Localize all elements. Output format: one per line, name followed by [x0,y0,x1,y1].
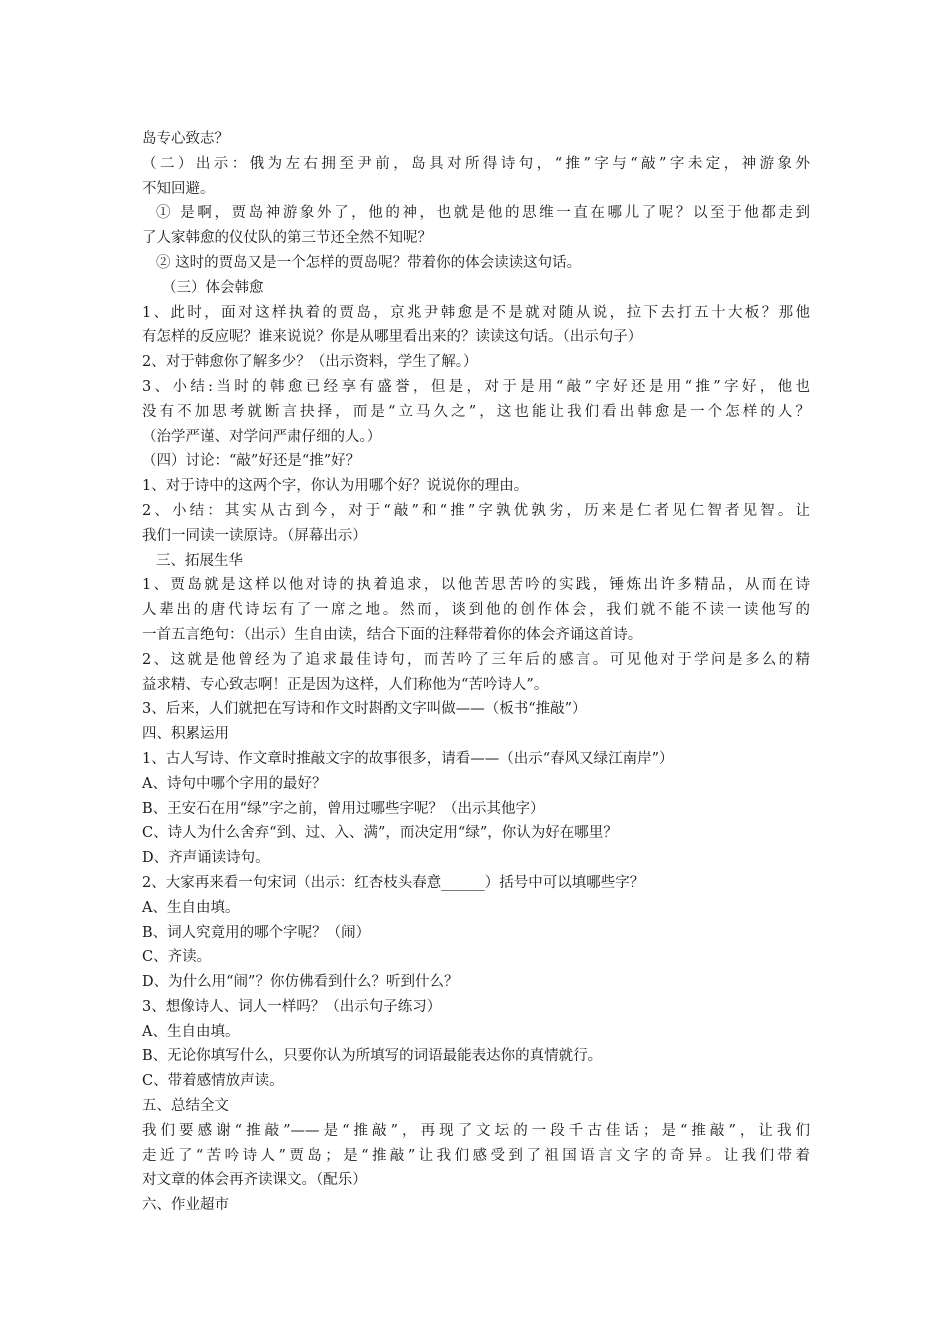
text-line: 六、作业超市 [142,1197,229,1214]
text-line: （治学严谨、对学问严肃仔细的人。） [142,428,382,445]
text-line: 我们要感谢“推敲”——是“推敲”，再现了文坛的一段千古佳话；是“推敲”，让我们 [142,1122,810,1139]
text-line: 2、大家再来看一句宋词（出示：红杏枝头春意______）括号中可以填哪些字？ [142,874,645,891]
text-line: 了人家韩愈的仪仗队的第三节还全然不知呢？ [142,230,432,247]
text-line: 三、拓展生华 [156,552,243,569]
text-line: 一首五言绝句：（出示）生自由读，结合下面的注释带着你的体会齐诵这首诗。 [142,626,643,643]
text-line: 不知回避。 [142,180,215,197]
text-line: 益求精、专心致志啊！正是因为这样，人们称他为“苦吟诗人”。 [142,676,549,693]
text-line: D、为什么用“闹”？你仿佛看到什么？听到什么？ [142,974,459,991]
text-line: A、生自由填。 [142,1023,240,1040]
text-line: C、诗人为什么舍弃“到、过、入、满”，而决定用“绿”，你认为好在哪里？ [142,825,618,842]
text-line: 四、积累运用 [142,726,229,743]
text-line: B、王安石在用“绿”字之前，曾用过哪些字呢？（出示其他字） [142,800,545,817]
text-line: （二）出示：俄为左右拥至尹前，岛具对所得诗句，“推”字与“敲”字未定，神游象外 [142,155,810,172]
text-line: 我们一同读一读原诗。（屏幕出示） [142,527,367,544]
text-line: 1、对于诗中的这两个字，你认为用哪个好？说说你的理由。 [142,478,529,495]
text-line: 五、总结全文 [142,1098,229,1115]
text-line: 1、贾岛就是这样以他对诗的执着追求，以他苦思苦吟的实践，锤炼出许多精品，从而在诗 [142,577,810,594]
text-line: 3、后来，人们就把在写诗和作文时斟酌文字叫做——（板书“推敲”） [142,701,587,718]
text-line: B、词人究竟用的哪个字呢？（闹） [142,924,371,941]
text-line: 走近了“苦吟诗人”贾岛；是“推敲”让我们感受到了祖国语言文字的奇异。让我们带着 [142,1147,810,1164]
text-line: ② 这时的贾岛又是一个怎样的贾岛呢？带着你的体会读读这句话。 [156,254,582,271]
text-line: A、生自由填。 [142,899,240,916]
text-line: 1、古人写诗、作文章时推敲文字的故事很多，请看——（出示“春风又绿江南岸”） [142,750,674,767]
text-line: 2、对于韩愈你了解多少？（出示资料，学生了解。） [142,354,478,371]
text-line: 1、此时，面对这样执着的贾岛，京兆尹韩愈是不是就对随从说，拉下去打五十大板？那他 [142,304,810,321]
text-line: 3、小结:当时的韩愈已经享有盛誉，但是，对于是用“敲”字好还是用“推”字好，他也 [142,378,810,395]
text-line: A、诗句中哪个字用的最好？ [142,775,327,792]
text-line: B、无论你填写什么，只要你认为所填写的词语最能表达你的真情就行。 [142,1048,603,1065]
text-line: 2、这就是他曾经为了追求最佳诗句，而苦吟了三年后的感言。可见他对于学问是多么的精 [142,651,810,668]
text-line: 2、小结：其实从古到今，对于“敲”和“推”字孰优孰劣，历来是仁者见仁智者见智。让 [142,502,810,519]
text-line: ① 是啊，贾岛神游象外了，他的神，也就是他的思维一直在哪儿了呢？以至于他都走到 [156,205,810,222]
text-line: 有怎样的反应呢？谁来说说？你是从哪里看出来的？读读这句话。（出示句子） [142,329,643,346]
text-line: （四）讨论：“敲”好还是“推”好？ [142,453,361,470]
text-line: （三）体会韩愈 [162,279,264,296]
text-line: 对文章的体会再齐读课文。（配乐） [142,1172,367,1189]
document-body [142,127,810,1218]
text-line: 岛专心致志？ [142,131,229,147]
text-line: C、带着感情放声读。 [142,1073,284,1090]
text-line: D、齐声诵读诗句。 [142,850,270,867]
text-line: C、齐读。 [142,949,212,966]
text-line: 没有不加思考就断言抉择，而是“立马久之”，这也能让我们看出韩愈是一个怎样的人？ [142,403,810,420]
text-line: 3、想像诗人、词人一样吗？（出示句子练习） [142,998,442,1015]
text-line: 人辈出的唐代诗坛有了一席之地。然而，谈到他的创作体会，我们就不能不读一读他写的 [142,602,810,619]
